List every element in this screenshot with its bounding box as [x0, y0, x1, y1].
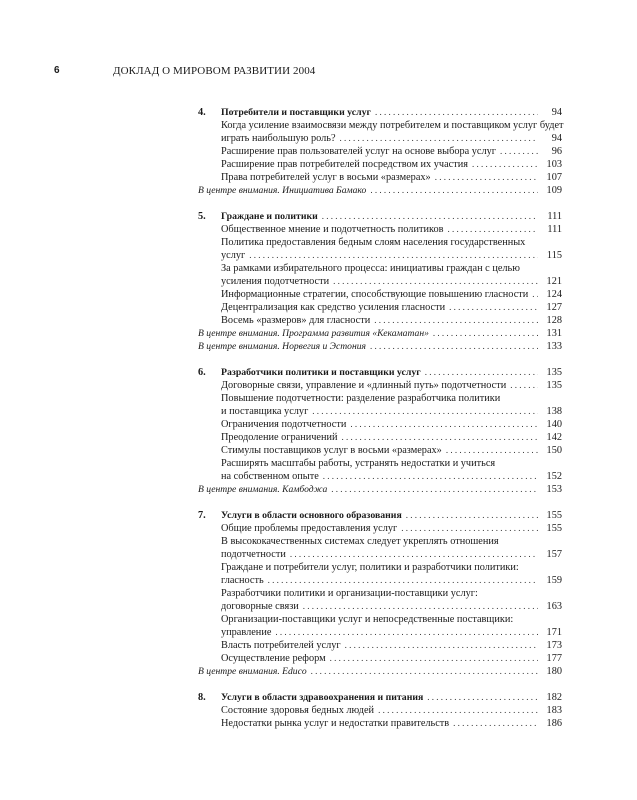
dot-leader: [510, 379, 538, 392]
toc-entry[interactable]: [198, 613, 562, 639]
toc-entry[interactable]: [198, 223, 562, 236]
entry-title: Состояние здоровья бедных людей: [221, 705, 375, 716]
dot-leader: [350, 418, 538, 431]
entry-title: Граждане и потребители услуг, политики и разработчики политики:: [221, 562, 519, 573]
dot-leader: [453, 717, 538, 730]
toc-entry[interactable]: [198, 639, 562, 652]
page-ref: 182: [546, 692, 562, 703]
section-heading[interactable]: [198, 210, 562, 223]
entry-title: Когда усиление взаимосвязи между потребителем и поставщиком услуг будет: [221, 120, 564, 131]
page-ref: 128: [546, 315, 562, 326]
entry-title: усиления подотчетности: [221, 276, 330, 287]
dot-leader: [435, 171, 538, 184]
dot-leader: [330, 652, 538, 665]
toc-entry[interactable]: [198, 457, 562, 483]
toc-section: [198, 366, 562, 496]
dot-leader: [345, 639, 538, 652]
page-ref: 121: [546, 276, 562, 287]
page-ref: 153: [546, 484, 562, 495]
section-heading[interactable]: [198, 691, 562, 704]
toc-entry[interactable]: [198, 587, 562, 613]
page-ref: 124: [546, 289, 562, 300]
entry-title: Преодоление ограничений: [221, 432, 338, 443]
page-ref: 94: [551, 107, 562, 118]
entry-title: За рамками избирательного процесса: инициативы граждан с целью: [221, 263, 520, 274]
entry-title: Информационные стратегии, способствующие повышению гласности: [221, 289, 529, 300]
toc-entry[interactable]: [198, 444, 562, 457]
toc-entry[interactable]: [198, 522, 562, 535]
toc-entry[interactable]: [198, 379, 562, 392]
toc-entry[interactable]: [198, 652, 562, 665]
page-ref: 107: [546, 172, 562, 183]
running-header: [0, 63, 637, 79]
page-ref: 177: [546, 653, 562, 664]
dot-leader: [375, 106, 538, 119]
toc-section: [198, 691, 562, 730]
entry-title: договорные связи: [221, 601, 299, 612]
toc-entry[interactable]: [198, 314, 562, 327]
dot-leader: [340, 132, 538, 145]
section-title: Разработчики политики и поставщики услуг: [221, 367, 421, 378]
toc-entry[interactable]: [198, 301, 562, 314]
focus-entry[interactable]: [198, 665, 562, 678]
entry-title: играть наибольшую роль?: [221, 133, 336, 144]
entry-title: Восемь «размеров» для гласности: [221, 315, 371, 326]
entry-title: Повышение подотчетности: разделение разработчика политики: [221, 393, 501, 404]
page-ref: 115: [546, 250, 562, 261]
dot-leader: [331, 483, 538, 496]
entry-title: Власть потребителей услуг: [221, 640, 341, 651]
section-heading[interactable]: [198, 106, 562, 119]
page-ref: 103: [546, 159, 562, 170]
dot-leader: [472, 158, 538, 171]
page-ref: 111: [547, 211, 562, 222]
page-ref: 111: [547, 224, 562, 235]
toc-entry[interactable]: [198, 158, 562, 171]
entry-title: гласность: [221, 575, 264, 586]
dot-leader: [532, 288, 538, 301]
section-number: 5.: [198, 211, 206, 222]
entry-title: Организации-поставщики услуг и непосредственные поставщики:: [221, 614, 514, 625]
page-ref: 138: [546, 406, 562, 417]
focus-entry[interactable]: [198, 483, 562, 496]
dot-leader: [249, 249, 538, 262]
page-ref: 183: [546, 705, 562, 716]
section-number: 7.: [198, 510, 206, 521]
entry-title: Расширять масштабы работы, устранять недостатки и учиться: [221, 458, 496, 469]
entry-title: Общественное мнение и подотчетность политиков: [221, 224, 444, 235]
book-title: ДОКЛАД О МИРОВОМ РАЗВИТИИ 2004: [113, 65, 316, 77]
dot-leader: [268, 574, 538, 587]
dot-leader: [322, 210, 538, 223]
page-ref: 94: [551, 133, 562, 144]
entry-title: Договорные связи, управление и «длинный путь» подотчетности: [221, 380, 507, 391]
entry-title: Разработчики политики и организации-поставщики услуг:: [221, 588, 478, 599]
entry-title: услуг: [221, 250, 246, 261]
entry-title: Расширение прав пользователей услуг на основе выбора услуг: [221, 146, 496, 157]
toc-section: [198, 106, 562, 197]
focus-title: В центре внимания. Educo: [198, 666, 307, 677]
entry-title: Права потребителей услуг в восьми «размерах»: [221, 172, 431, 183]
focus-entry[interactable]: [198, 184, 562, 197]
toc-entry[interactable]: [198, 431, 562, 444]
section-title: Граждане и политики: [221, 211, 318, 222]
focus-title: В центре внимания. Программа развития «Кекаматан»: [198, 328, 429, 339]
page-ref: 133: [546, 341, 562, 352]
focus-title: В центре внимания. Инициатива Бамако: [198, 185, 367, 196]
focus-title: В центре внимания. Камбоджа: [198, 484, 328, 495]
entry-title: и поставщика услуг: [221, 406, 309, 417]
toc-entry[interactable]: [198, 717, 562, 730]
entry-title: подотчетности: [221, 549, 286, 560]
page-ref: 127: [546, 302, 562, 313]
page-number: 6: [54, 65, 60, 76]
page-ref: 155: [546, 510, 562, 521]
toc-entry[interactable]: [198, 236, 562, 262]
page-ref: 131: [546, 328, 562, 339]
dot-leader: [312, 405, 538, 418]
dot-leader: [449, 301, 538, 314]
entry-title: Недостатки рынка услуг и недостатки правительств: [221, 718, 450, 729]
page-ref: 159: [546, 575, 562, 586]
dot-leader: [303, 600, 538, 613]
dot-leader: [342, 431, 538, 444]
dot-leader: [500, 145, 538, 158]
toc-entry[interactable]: [198, 561, 562, 587]
entry-title: управление: [221, 627, 272, 638]
page-ref: 171: [546, 627, 562, 638]
page-ref: 180: [546, 666, 562, 677]
section-title: Услуги в области основного образования: [221, 510, 402, 521]
page-ref: 96: [551, 146, 562, 157]
entry-title: Политика предоставления бедным слоям населения государственных: [221, 237, 526, 248]
dot-leader: [323, 470, 538, 483]
toc-entry[interactable]: [198, 392, 562, 418]
section-heading[interactable]: [198, 366, 562, 379]
entry-title: Осуществление реформ: [221, 653, 326, 664]
toc-entry[interactable]: [198, 535, 562, 561]
section-heading[interactable]: [198, 509, 562, 522]
dot-leader: [427, 691, 538, 704]
entry-title: Стимулы поставщиков услуг в восьми «размерах»: [221, 445, 442, 456]
section-title: Услуги в области здравоохранения и питания: [221, 692, 424, 703]
page-ref: 173: [546, 640, 562, 651]
toc-section: [198, 509, 562, 678]
dot-leader: [333, 275, 538, 288]
dot-leader: [374, 314, 538, 327]
dot-leader: [425, 366, 538, 379]
page-ref: 109: [546, 185, 562, 196]
dot-leader: [370, 184, 538, 197]
dot-leader: [290, 548, 538, 561]
dot-leader: [447, 223, 538, 236]
entry-title: на собственном опыте: [221, 471, 319, 482]
entry-title: Децентрализация как средство усиления гласности: [221, 302, 446, 313]
dot-leader: [401, 522, 538, 535]
page-ref: 135: [546, 380, 562, 391]
toc-section: [198, 210, 562, 353]
dot-leader: [406, 509, 538, 522]
dot-leader: [378, 704, 538, 717]
focus-title: В центре внимания. Норвегия и Эстония: [198, 341, 366, 352]
toc-entry[interactable]: [198, 119, 562, 145]
page-ref: 163: [546, 601, 562, 612]
entry-title: В высококачественных системах следует укреплять отношения: [221, 536, 499, 547]
toc-entry[interactable]: [198, 418, 562, 431]
dot-leader: [275, 626, 538, 639]
dot-leader: [311, 665, 538, 678]
page-ref: 186: [546, 718, 562, 729]
toc-entry[interactable]: [198, 704, 562, 717]
section-title: Потребители и поставщики услуг: [221, 107, 371, 118]
section-number: 8.: [198, 692, 206, 703]
entry-title: Расширение прав потребителей посредством их участия: [221, 159, 468, 170]
focus-entry[interactable]: [198, 327, 562, 340]
table-of-contents: [198, 106, 562, 743]
page-ref: 155: [546, 523, 562, 534]
section-number: 6.: [198, 367, 206, 378]
toc-entry[interactable]: [198, 145, 562, 158]
dot-leader: [433, 327, 538, 340]
toc-entry[interactable]: [198, 171, 562, 184]
page-ref: 140: [546, 419, 562, 430]
page-ref: 150: [546, 445, 562, 456]
dot-leader: [446, 444, 538, 457]
page-ref: 157: [546, 549, 562, 560]
entry-title: Ограничения подотчетности: [221, 419, 347, 430]
page-ref: 152: [546, 471, 562, 482]
toc-entry[interactable]: [198, 288, 562, 301]
focus-entry[interactable]: [198, 340, 562, 353]
section-number: 4.: [198, 107, 206, 118]
page-ref: 135: [546, 367, 562, 378]
dot-leader: [370, 340, 538, 353]
page-ref: 142: [546, 432, 562, 443]
toc-entry[interactable]: [198, 262, 562, 288]
entry-title: Общие проблемы предоставления услуг: [221, 523, 398, 534]
